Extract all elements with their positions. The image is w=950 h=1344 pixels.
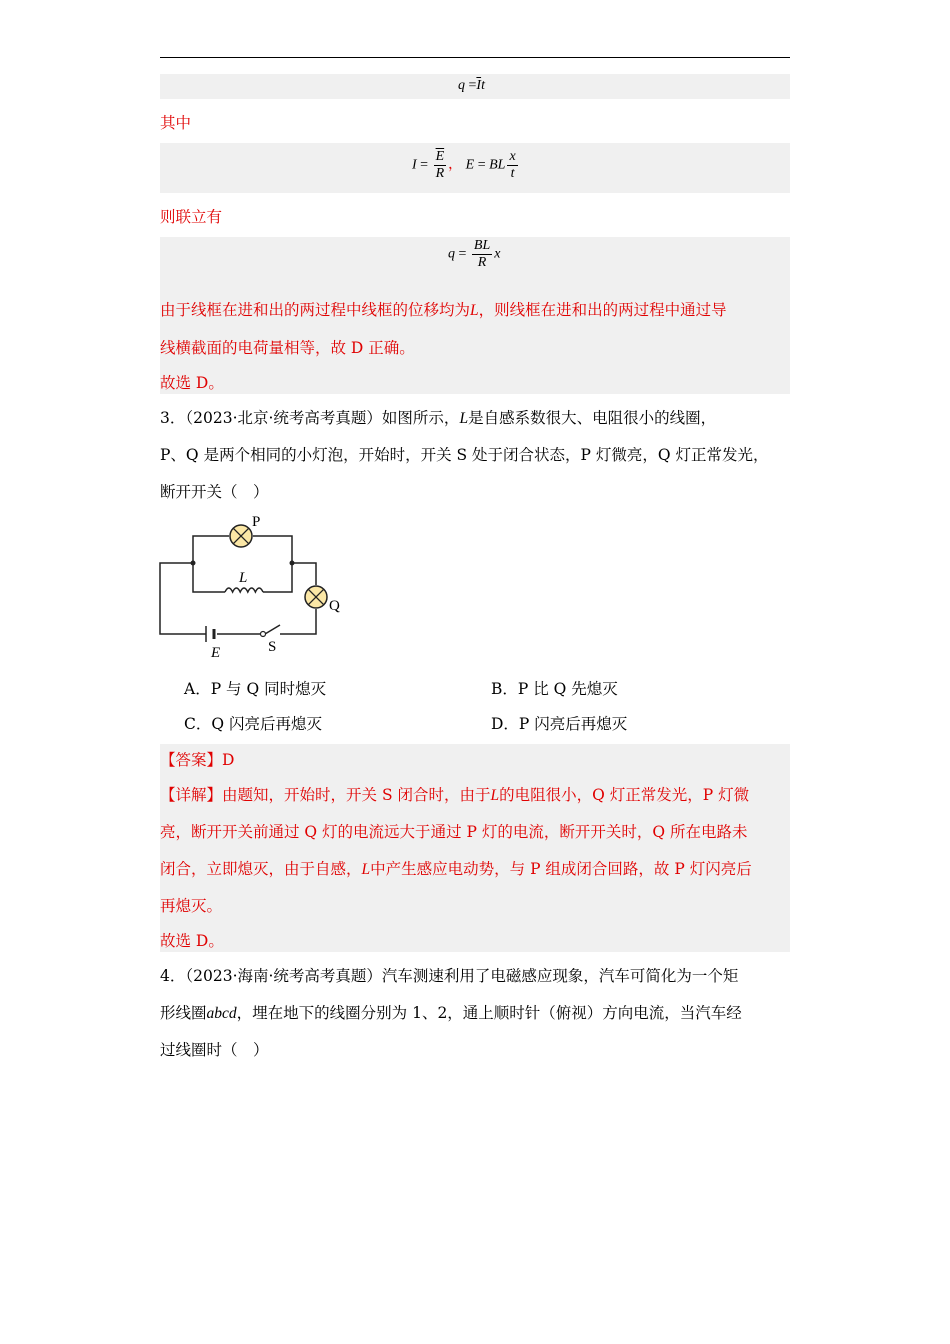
option-a[interactable]: A．P 与 Q 同时熄灭 — [184, 680, 327, 698]
fraction-x-over-t: $\frac{x}{t}$ — [509, 149, 516, 181]
equation-q-BLx-R: q = $\frac{BL}{R}$ x — [448, 238, 501, 270]
equation-I-E: I = $\frac{\overline{E}}{R}$ ， E = BL $\frac{x}{t}$ — [412, 149, 516, 181]
fraction-E-over-R: $\frac{\overline{E}}{R}$ — [435, 149, 445, 181]
solution-line-2: 线横截面的电荷量相等，故 D 正确。 — [160, 339, 415, 357]
detail-line-4: 再熄灭。 — [160, 897, 223, 915]
q4-line-3: 过线圈时（ ） — [160, 1041, 269, 1059]
detail-line-2: 亮，断开开关前通过 Q 灯的电流远大于通过 P 灯的电流，断开开关时，Q 所在电路未 — [160, 823, 748, 841]
equation-block-2 — [160, 143, 790, 193]
fraction-BL-over-R: $\frac{BL}{R}$ — [473, 238, 491, 270]
combine-label: 则联立有 — [160, 208, 223, 226]
switch-contact — [261, 632, 266, 637]
option-b[interactable]: B．P 比 Q 先熄灭 — [491, 680, 618, 698]
solution-choose: 故选 D。 — [160, 374, 224, 392]
header-rule — [160, 57, 790, 58]
q4-line-1: 4．（2023·海南·统考高考真题）汽车测速利用了电磁感应现象，汽车可简化为一个矩 — [160, 967, 739, 985]
q3-line-3: 断开开关（ ） — [160, 483, 269, 501]
circuit-diagram — [155, 510, 355, 662]
junction-right — [290, 561, 295, 566]
label-e: E — [211, 645, 221, 661]
label-l: L — [239, 570, 248, 586]
option-c[interactable]: C．Q 闪亮后再熄灭 — [184, 715, 322, 733]
lamp-q — [305, 586, 327, 608]
detail-line-1: 【详解】由题知，开始时，开关 S 闭合时，由于L的电阻很小，Q 灯正常发光，P 灯微 — [160, 786, 750, 804]
label-p: P — [252, 514, 261, 530]
equation-q-It: $q =\overline{I}t$ — [458, 78, 485, 93]
q3-line-1: 3．（2023·北京·统考高考真题）如图所示，L是自感系数很大、电阻很小的线圈， — [160, 409, 717, 427]
answer-block-3 — [160, 744, 790, 952]
lamp-p — [230, 525, 252, 547]
answer-choose: 故选 D。 — [160, 932, 224, 950]
label-q: Q — [329, 598, 340, 614]
where-label: 其中 — [160, 114, 192, 132]
label-s: S — [268, 639, 277, 655]
inductor-coil — [225, 588, 263, 592]
equation-block-1 — [160, 74, 790, 99]
solution-line-1: 由于线框在进和出的两过程中线框的位移均为L，则线框在进和出的两过程中通过导 — [160, 301, 727, 319]
option-d[interactable]: D．P 闪亮后再熄灭 — [491, 715, 628, 733]
detail-line-3: 闭合，立即熄灭，由于自感，L中产生感应电动势，与 P 组成闭合回路，故 P 灯闪亮后 — [160, 860, 752, 878]
answer-line: 【答案】D — [160, 751, 235, 769]
q3-line-2: P、Q 是两个相同的小灯泡，开始时，开关 S 处于闭合状态，P 灯微亮，Q 灯正常发光， — [160, 446, 769, 464]
junction-left — [191, 561, 196, 566]
q4-line-2: 形线圈abcd，埋在地下的线圈分别为 1、2，通上顺时针（俯视）方向电流，当汽车经 — [160, 1004, 742, 1022]
